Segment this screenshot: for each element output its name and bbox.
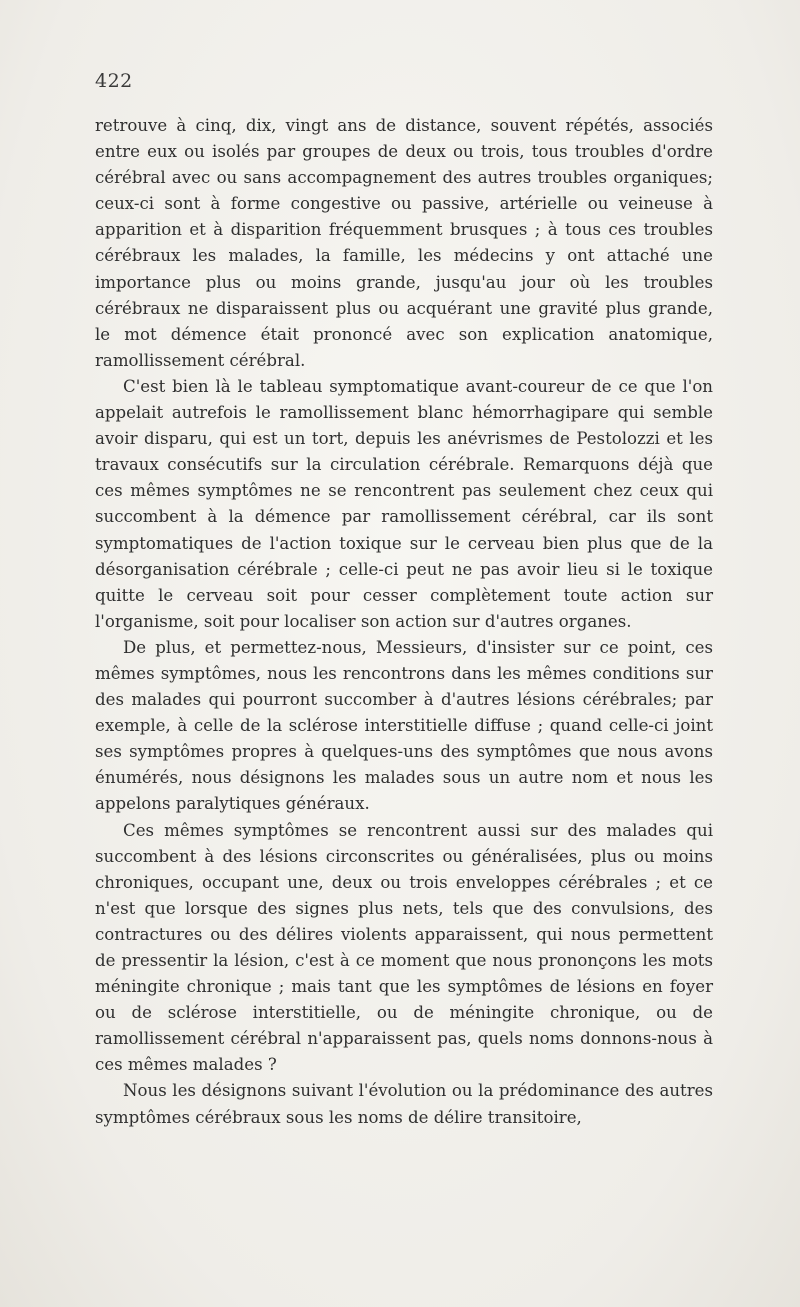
page-number: 422 xyxy=(95,70,133,92)
paragraph-continued: retrouve à cinq, dix, vingt ans de distance, souvent répétés, associés entre eux ou isolés par groupes de deux ou trois, tous troubles d'ordre cérébral avec ou sans accompagnement des autres troubles organiques; ceux-ci sont à forme congestive ou passive, artérielle ou veineuse à apparition et à disparition fréquemment brusques ; à tous ces troubles cérébraux les malades, la famille, les médecins y ont attaché une importance plus ou moins grande, jusqu'au jour où les troubles cérébraux ne disparaissent plus ou acquérant une gravité plus grande, le mot démence était prononcé avec son explication anatomique, ramollissement cérébral. xyxy=(95,116,713,370)
body-text xyxy=(95,113,713,1131)
paragraph: Ces mêmes symptômes se rencontrent aussi sur des malades qui succombent à des lésions circonscrites ou généralisées, plus ou moins chroniques, occupant une, deux ou trois enveloppes cérébrales ; et ce n'est que lorsque des signes plus nets, tels que des convulsions, des contractures ou des délires violents apparaissent, qui nous permettent de pressentir la lésion, c'est à ce moment que nous prononçons les mots méningite chronique ; mais tant que les symptômes de lésions en foyer ou de sclérose interstitielle, ou de méningite chronique, ou de ramollissement cérébral n'apparaissent pas, quels noms donnons-nous à ces mêmes malades ? xyxy=(95,820,713,1075)
paragraph: C'est bien là le tableau symptomatique avant-coureur de ce que l'on appelait autrefois le ramollissement blanc hémorrhagipare qui semble avoir disparu, qui est un tort, depuis les anévrismes de Pestolozzi et les travaux consécutifs sur la circulation cérébrale. Remarquons déjà que ces mêmes symptômes ne se rencontrent pas seulement chez ceux qui succombent à la démence par ramollissement cérébral, car ils sont symptomatiques de l'action toxique sur le cerveau bien plus que de la désorganisation cérébrale ; celle-ci peut ne pas avoir lieu si le toxique quitte le cerveau soit pour cesser complètement toute action sur l'organisme, soit pour localiser son action sur d'autres organes. xyxy=(95,376,713,631)
paragraph: Nous les désignons suivant l'évolution ou la prédominance des autres symptômes cérébraux sous les noms de délire transitoire, xyxy=(95,1081,713,1127)
paragraph: De plus, et permettez-nous, Messieurs, d'insister sur ce point, ces mêmes symptômes, nous les rencontrons dans les mêmes conditions sur des malades qui pourront succomber à d'autres lésions cérébrales; par exemple, à celle de la sclérose interstitielle diffuse ; quand celle-ci joint ses symptômes propres à quelques-uns des symptômes que nous avons énumérés, nous désignons les malades sous un autre nom et nous les appelons paralytiques généraux. xyxy=(95,637,713,814)
